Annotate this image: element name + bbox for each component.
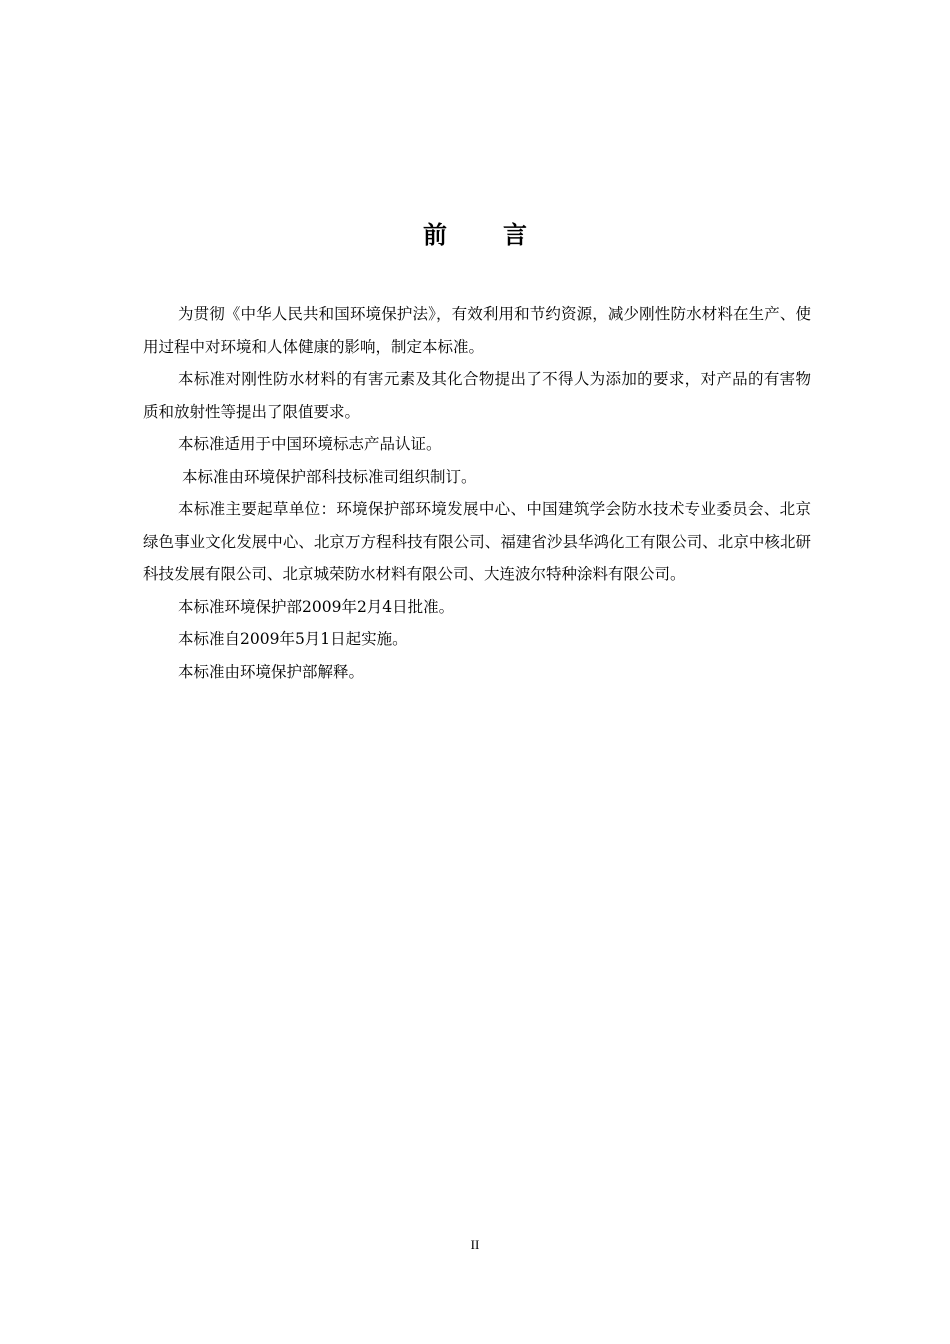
paragraph-interpretation: 本标准由环境保护部解释。	[178, 662, 365, 681]
paragraph-scope: 本标准适用于中国环境标志产品认证。	[178, 435, 442, 453]
paragraph-purpose: 为贯彻《中华人民共和国环境保护法》，有效利用和节约资源，减少刚性防水材料在生产、使用过程中对环境和人体健康的影响，制定本标准。	[143, 305, 811, 356]
preface-body	[143, 298, 811, 688]
paragraph-effective-date: 本标准自2009年5月1日起实施。	[178, 630, 408, 648]
paragraph-drafting-units: 本标准主要起草单位：环境保护部环境发展中心、中国建筑学会防水技术专业委员会、北京绿色事业文化发展中心、北京万方程科技有限公司、福建省沙县华鸿化工有限公司、北京中核北研科技发展有限公司、北京城荣防水材料有限公司、大连波尔特种涂料有限公司。	[143, 500, 811, 583]
page-title: 前言	[423, 221, 583, 250]
paragraph-organizer: 本标准由环境保护部科技标准司组织制订。	[182, 467, 477, 486]
paragraph-requirements: 本标准对刚性防水材料的有害元素及其化合物提出了不得人为添加的要求，对产品的有害物质和放射性等提出了限值要求。	[143, 370, 811, 421]
paragraph-approval-date: 本标准环境保护部2009年2月4日批准。	[178, 597, 455, 616]
page-number: II	[470, 1237, 480, 1252]
